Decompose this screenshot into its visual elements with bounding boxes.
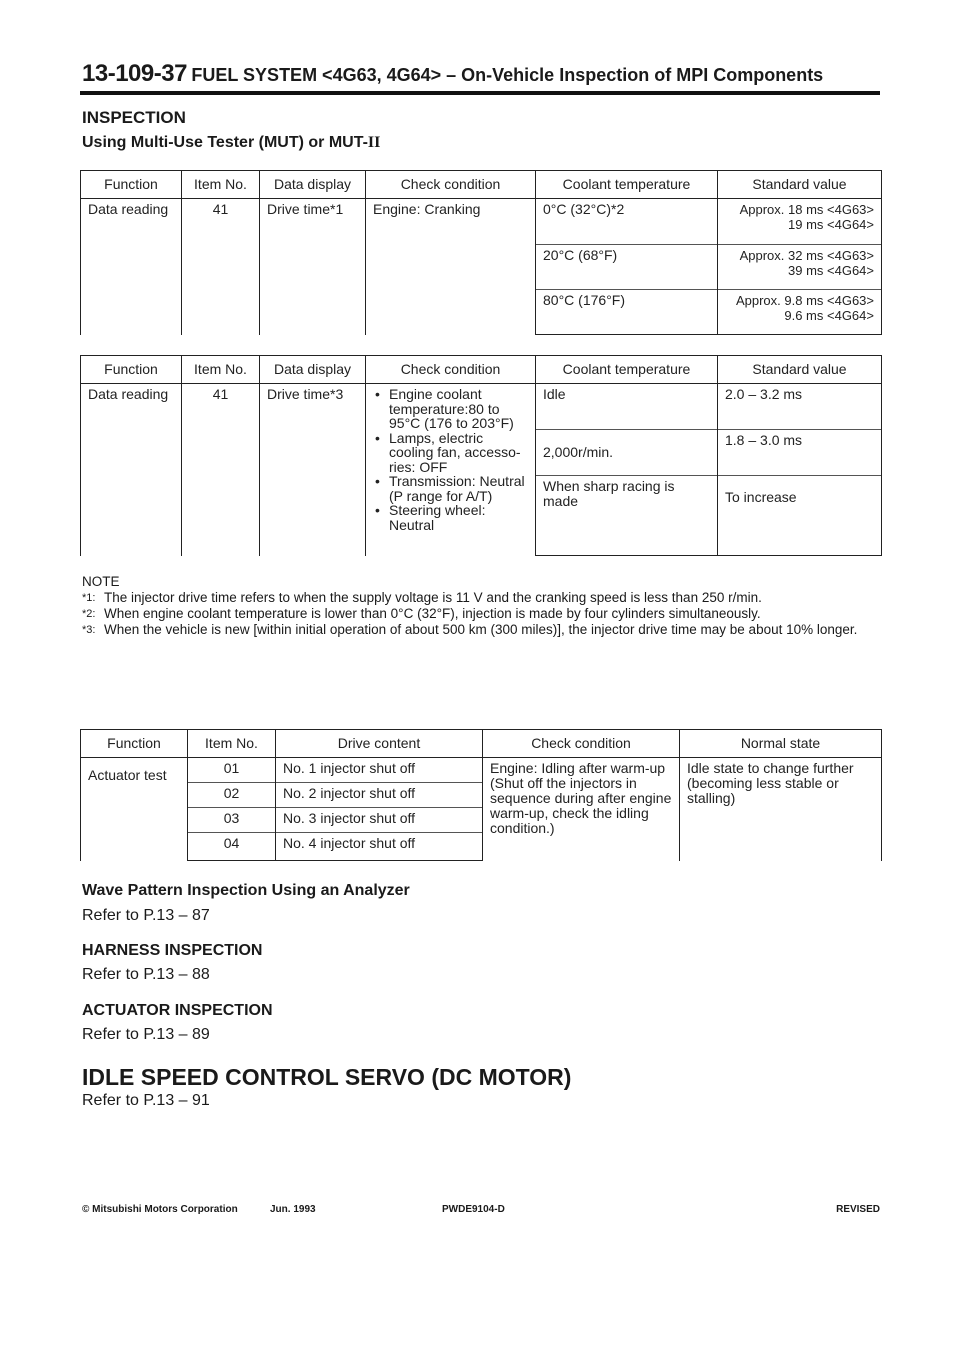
standard-value-line: Approx. 18 ms <4G63> (739, 202, 874, 217)
column-header: Standard value (718, 356, 882, 384)
coolant-cell: 20°C (68°F) (536, 245, 718, 290)
coolant-cell: 2,000r/min. (536, 430, 718, 476)
wave-pattern-reference: Refer to P.13 – 87 (82, 907, 210, 924)
drive-content-cell: No. 2 injector shut off (276, 783, 483, 808)
column-header: Item No. (182, 356, 260, 384)
standard-value-line: 9.6 ms <4G64> (784, 308, 874, 323)
item-no-cell: 01 (188, 758, 276, 783)
inspection-subtitle-roman: II (367, 134, 381, 151)
column-header: Coolant temperature (536, 171, 718, 199)
standard-value-cell (718, 245, 882, 290)
note-mark: *3: (82, 624, 96, 636)
footer-status: REVISED (836, 1204, 880, 1215)
standard-value-line: Approx. 9.8 ms <4G63> (735, 293, 874, 308)
note-text: When engine coolant temperature is lower than 0°C (32°F), injection is made by four cylinders simultaneously. (104, 606, 761, 621)
column-header: Check condition (366, 356, 536, 384)
drive-content-cell: No. 4 injector shut off (276, 833, 483, 861)
column-header: Function (81, 171, 182, 199)
list-item: • Steering wheel: Neutral (389, 503, 528, 532)
table-header-row (81, 356, 882, 384)
drive-content-cell: No. 1 injector shut off (276, 758, 483, 783)
header-rule (80, 91, 880, 95)
standard-value-line: Approx. 32 ms <4G63> (739, 248, 874, 263)
table-header-row (81, 730, 882, 758)
note-item (82, 622, 882, 638)
normal-state-cell: Idle state to change further (becoming less stable or stalling) (680, 758, 882, 861)
check-condition-list (373, 387, 528, 532)
wave-pattern-title: Wave Pattern Inspection Using an Analyzer (82, 882, 410, 899)
column-header: Data display (260, 356, 366, 384)
column-header: Coolant temperature (536, 356, 718, 384)
coolant-cell: 80°C (176°F) (536, 290, 718, 335)
column-header: Data display (260, 171, 366, 199)
check-condition-cell: Engine: Idling after warm-up (Shut off the injectors in sequence during after engine warm-up, check the idling condition.) (483, 758, 680, 861)
data-reading-table-cranking (80, 170, 882, 335)
function-cell: Data reading (81, 384, 182, 556)
standard-value-cell (718, 199, 882, 245)
harness-inspection-reference: Refer to P.13 – 88 (82, 966, 210, 983)
column-header: Check condition (366, 171, 536, 199)
list-item: • Lamps, electric cooling fan, accesso-ries: OFF (389, 431, 528, 475)
column-header: Item No. (182, 171, 260, 199)
list-item: • Transmission: Neutral (P range for A/T) (389, 474, 528, 503)
coolant-cell: Idle (536, 384, 718, 430)
note-item (82, 590, 882, 606)
page-header (82, 60, 882, 88)
standard-value-line: 39 ms <4G64> (788, 263, 874, 278)
note-heading: NOTE (82, 574, 120, 589)
inspection-subtitle-text: Using Multi-Use Tester (MUT) or MUT- (82, 134, 368, 151)
standard-value-cell (718, 290, 882, 335)
footer-date: Jun. 1993 (270, 1204, 316, 1215)
column-header: Item No. (188, 730, 276, 758)
item-no-cell: 04 (188, 833, 276, 861)
inspection-subtitle (82, 134, 380, 152)
data-display-cell: Drive time*1 (260, 199, 366, 335)
coolant-cell: 0°C (32°C)*2 (536, 199, 718, 245)
coolant-cell: When sharp racing is made (536, 476, 718, 556)
harness-inspection-title: HARNESS INSPECTION (82, 942, 263, 959)
actuator-inspection-title: ACTUATOR INSPECTION (82, 1002, 273, 1019)
note-mark: *1: (82, 592, 96, 604)
data-reading-table-idle (80, 355, 882, 556)
note-text: When the vehicle is new [within initial operation of about 500 km (300 miles)], the injector drive time may be about 10% longer. (104, 622, 858, 637)
drive-content-cell: No. 3 injector shut off (276, 808, 483, 833)
column-header: Drive content (276, 730, 483, 758)
idle-speed-control-reference: Refer to P.13 – 91 (82, 1092, 210, 1109)
standard-value-cell: To increase (718, 476, 882, 556)
standard-value-cell: 2.0 – 3.2 ms (718, 384, 882, 430)
standard-value-line: 19 ms <4G64> (788, 217, 874, 232)
table-row (81, 384, 882, 430)
footer-code: PWDE9104-D (442, 1204, 505, 1215)
column-header: Function (81, 730, 188, 758)
table-header-row (81, 171, 882, 199)
footer-copyright: © Mitsubishi Motors Corporation (82, 1204, 238, 1215)
table-row (81, 199, 882, 245)
data-display-cell: Drive time*3 (260, 384, 366, 556)
standard-value-cell: 1.8 – 3.0 ms (718, 430, 882, 476)
column-header: Normal state (680, 730, 882, 758)
inspection-title: INSPECTION (82, 108, 186, 127)
note-mark: *2: (82, 608, 96, 620)
actuator-test-table (80, 729, 882, 861)
idle-speed-control-title: IDLE SPEED CONTROL SERVO (DC MOTOR) (82, 1064, 572, 1090)
function-cell: Data reading (81, 199, 182, 335)
column-header: Standard value (718, 171, 882, 199)
page-header-title: FUEL SYSTEM <4G63, 4G64> – On-Vehicle Inspection of MPI Components (191, 65, 824, 85)
note-text: The injector drive time refers to when the supply voltage is 11 V and the cranking speed is less than 250 r/min. (104, 590, 762, 605)
item-no-cell: 03 (188, 808, 276, 833)
actuator-inspection-reference: Refer to P.13 – 89 (82, 1026, 210, 1043)
page-number: 13-109-37 (82, 60, 187, 87)
page-footer (82, 1204, 880, 1218)
check-condition-cell (366, 384, 536, 556)
table-row (81, 758, 882, 783)
item-no-cell: 41 (182, 199, 260, 335)
check-condition-cell: Engine: Cranking (366, 199, 536, 335)
column-header: Function (81, 356, 182, 384)
item-no-cell: 41 (182, 384, 260, 556)
note-item (82, 606, 882, 622)
function-cell: Actuator test (81, 758, 188, 861)
note-block (82, 574, 882, 638)
column-header: Check condition (483, 730, 680, 758)
item-no-cell: 02 (188, 783, 276, 808)
list-item: • Engine coolant temperature:80 to 95°C (176 to 203°F) (389, 387, 528, 431)
